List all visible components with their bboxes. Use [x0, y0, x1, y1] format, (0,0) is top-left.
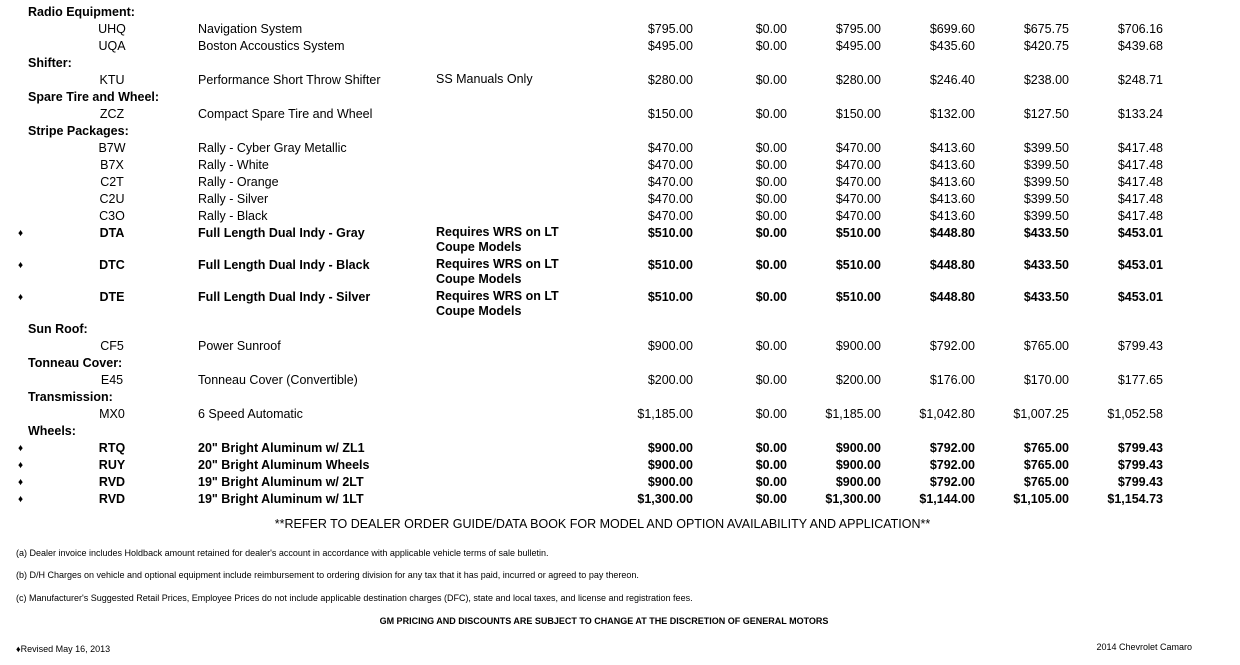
supplier-price-value: $799.43 [1117, 475, 1163, 489]
msrp-value: $470.00 [647, 158, 693, 172]
table-row [0, 191, 1240, 208]
supplier-price-value: $417.48 [1117, 141, 1163, 155]
option-description: 6 Speed Automatic [198, 407, 303, 421]
option-description: Full Length Dual Indy - Black [198, 258, 370, 272]
dh-charge-value: $0.00 [755, 209, 787, 223]
dh-charge-value: $0.00 [755, 39, 787, 53]
employee-price-value: $765.00 [1023, 458, 1069, 472]
supplier-price-value: $177.65 [1117, 373, 1163, 387]
msrp-value: $900.00 [647, 458, 693, 472]
total-msrp-value: $900.00 [835, 441, 881, 455]
option-code: KTU [99, 73, 125, 87]
option-description: Rally - Orange [198, 175, 279, 189]
msrp-value: $900.00 [647, 339, 693, 353]
employee-price-value: $399.50 [1023, 158, 1069, 172]
table-row [0, 406, 1240, 423]
dealer-invoice-value: $176.00 [929, 373, 975, 387]
supplier-price-value: $1,154.73 [1107, 492, 1163, 506]
dh-charge-value: $0.00 [755, 192, 787, 206]
total-msrp-value: $470.00 [835, 158, 881, 172]
total-msrp-value: $510.00 [835, 290, 881, 304]
total-msrp-value: $510.00 [835, 226, 881, 240]
employee-price-value: $399.50 [1023, 175, 1069, 189]
category-heading [0, 423, 1240, 440]
table-row [0, 140, 1240, 157]
supplier-price-value: $453.01 [1117, 290, 1163, 304]
table-row [0, 157, 1240, 174]
supplier-price-value: $417.48 [1117, 192, 1163, 206]
msrp-value: $495.00 [647, 39, 693, 53]
supplier-price-value: $417.48 [1117, 209, 1163, 223]
option-description: Full Length Dual Indy - Gray [198, 226, 365, 240]
employee-price-value: $765.00 [1023, 339, 1069, 353]
category-heading [0, 321, 1240, 338]
msrp-value: $900.00 [647, 441, 693, 455]
dealer-invoice-value: $1,042.80 [919, 407, 975, 421]
option-code: RTQ [98, 441, 126, 455]
employee-price-value: $127.50 [1023, 107, 1069, 121]
table-row [0, 38, 1240, 55]
option-description: Performance Short Throw Shifter [198, 73, 381, 87]
msrp-value: $280.00 [647, 73, 693, 87]
revised-diamond-icon: ♦ [18, 228, 24, 239]
category-label: Stripe Packages: [28, 124, 129, 138]
category-label: Radio Equipment: [28, 5, 135, 19]
total-msrp-value: $200.00 [835, 373, 881, 387]
employee-price-value: $433.50 [1023, 290, 1069, 304]
option-code: DTE [99, 290, 125, 304]
option-note: Requires WRS on LT Coupe Models [436, 289, 559, 318]
category-heading [0, 389, 1240, 406]
dh-charge-value: $0.00 [755, 475, 787, 489]
revised-diamond-icon: ♦ [18, 460, 24, 471]
employee-price-value: $399.50 [1023, 209, 1069, 223]
option-code: RVD [98, 492, 126, 506]
employee-price-value: $433.50 [1023, 258, 1069, 272]
dh-charge-value: $0.00 [755, 290, 787, 304]
total-msrp-value: $280.00 [835, 73, 881, 87]
dh-charge-value: $0.00 [755, 492, 787, 506]
table-row [0, 338, 1240, 355]
msrp-value: $470.00 [647, 209, 693, 223]
table-row [0, 72, 1240, 89]
dealer-invoice-value: $132.00 [929, 107, 975, 121]
msrp-value: $900.00 [647, 475, 693, 489]
revised-diamond-icon: ♦ [18, 443, 24, 454]
msrp-value: $510.00 [647, 258, 693, 272]
total-msrp-value: $1,185.00 [825, 407, 881, 421]
total-msrp-value: $510.00 [835, 258, 881, 272]
dealer-invoice-value: $1,144.00 [919, 492, 975, 506]
msrp-value: $795.00 [647, 22, 693, 36]
table-row [0, 289, 1240, 318]
gm-pricing-notice: GM PRICING AND DISCOUNTS ARE SUBJECT TO CHANGE AT THE DISCRETION OF GENERAL MOTORS [379, 616, 829, 626]
option-description: 19" Bright Aluminum w/ 1LT [198, 492, 364, 506]
option-code: RUY [98, 458, 126, 472]
dh-charge-value: $0.00 [755, 226, 787, 240]
table-row [0, 257, 1240, 286]
dealer-invoice-value: $792.00 [929, 458, 975, 472]
employee-price-value: $675.75 [1023, 22, 1069, 36]
msrp-value: $510.00 [647, 226, 693, 240]
option-description: Rally - Black [198, 209, 268, 223]
option-code: C3O [99, 209, 125, 223]
table-row [0, 440, 1240, 457]
option-code: DTA [99, 226, 125, 240]
option-description: Tonneau Cover (Convertible) [198, 373, 358, 387]
option-code: UHQ [98, 22, 126, 36]
supplier-price-value: $439.68 [1117, 39, 1163, 53]
dealer-invoice-value: $413.60 [929, 192, 975, 206]
option-description: Navigation System [198, 22, 303, 36]
dealer-invoice-value: $435.60 [929, 39, 975, 53]
employee-price-value: $1,007.25 [1013, 407, 1069, 421]
category-heading [0, 89, 1240, 106]
msrp-value: $1,185.00 [637, 407, 693, 421]
employee-price-value: $765.00 [1023, 475, 1069, 489]
supplier-price-value: $417.48 [1117, 175, 1163, 189]
total-msrp-value: $470.00 [835, 209, 881, 223]
dh-charge-value: $0.00 [755, 22, 787, 36]
revised-diamond-icon: ♦ [18, 477, 24, 488]
table-row [0, 208, 1240, 225]
category-heading [0, 4, 1240, 21]
dh-charge-value: $0.00 [755, 458, 787, 472]
footnote-b: (b) D/H Charges on vehicle and optional equipment include reimbursement to ordering division for any tax that it has paid, incurred or agreed to pay thereon. [16, 570, 639, 580]
option-description: Compact Spare Tire and Wheel [198, 107, 373, 121]
supplier-price-value: $799.43 [1117, 458, 1163, 472]
msrp-value: $150.00 [647, 107, 693, 121]
dh-charge-value: $0.00 [755, 441, 787, 455]
dealer-invoice-value: $413.60 [929, 209, 975, 223]
total-msrp-value: $900.00 [835, 458, 881, 472]
option-code: C2T [100, 175, 124, 189]
supplier-price-value: $417.48 [1117, 158, 1163, 172]
option-code: B7X [100, 158, 124, 172]
category-label: Spare Tire and Wheel: [28, 90, 160, 104]
employee-price-value: $765.00 [1023, 441, 1069, 455]
option-description: Rally - Silver [198, 192, 269, 206]
option-description: Rally - White [198, 158, 269, 172]
option-code: C2U [99, 192, 125, 206]
total-msrp-value: $470.00 [835, 141, 881, 155]
supplier-price-value: $248.71 [1117, 73, 1163, 87]
footnote-c: (c) Manufacturer's Suggested Retail Prices, Employee Prices do not include applicable destination charges (DFC), state and local taxes, and license and registration fees. [16, 593, 693, 603]
category-heading [0, 123, 1240, 140]
msrp-value: $510.00 [647, 290, 693, 304]
table-row [0, 474, 1240, 491]
option-code: CF5 [100, 339, 124, 353]
total-msrp-value: $470.00 [835, 175, 881, 189]
option-code: RVD [98, 475, 126, 489]
model-name: 2014 Chevrolet Camaro [1096, 642, 1192, 652]
option-description: 19" Bright Aluminum w/ 2LT [198, 475, 364, 489]
supplier-price-value: $706.16 [1117, 22, 1163, 36]
table-row [0, 457, 1240, 474]
msrp-value: $200.00 [647, 373, 693, 387]
total-msrp-value: $470.00 [835, 192, 881, 206]
table-row [0, 225, 1240, 254]
total-msrp-value: $795.00 [835, 22, 881, 36]
option-description: 20" Bright Aluminum w/ ZL1 [198, 441, 365, 455]
category-label: Tonneau Cover: [28, 356, 123, 370]
category-heading [0, 55, 1240, 72]
supplier-price-value: $133.24 [1117, 107, 1163, 121]
dealer-invoice-value: $413.60 [929, 158, 975, 172]
employee-price-value: $1,105.00 [1013, 492, 1069, 506]
supplier-price-value: $1,052.58 [1107, 407, 1163, 421]
msrp-value: $470.00 [647, 141, 693, 155]
revised-diamond-icon: ♦ [18, 494, 24, 505]
option-code: ZCZ [99, 107, 125, 121]
employee-price-value: $238.00 [1023, 73, 1069, 87]
employee-price-value: $420.75 [1023, 39, 1069, 53]
total-msrp-value: $900.00 [835, 475, 881, 489]
option-description: 20" Bright Aluminum Wheels [198, 458, 370, 472]
employee-price-value: $433.50 [1023, 226, 1069, 240]
employee-price-value: $399.50 [1023, 192, 1069, 206]
option-description: Rally - Cyber Gray Metallic [198, 141, 347, 155]
category-label: Wheels: [28, 424, 76, 438]
dh-charge-value: $0.00 [755, 339, 787, 353]
option-description: Power Sunroof [198, 339, 281, 353]
option-code: DTC [99, 258, 125, 272]
category-heading [0, 355, 1240, 372]
dealer-invoice-value: $699.60 [929, 22, 975, 36]
dealer-invoice-value: $792.00 [929, 339, 975, 353]
supplier-price-value: $799.43 [1117, 339, 1163, 353]
revised-diamond-icon: ♦ [18, 292, 24, 303]
table-row [0, 372, 1240, 389]
category-label: Shifter: [28, 56, 72, 70]
revised-diamond-icon: ♦ [18, 260, 24, 271]
footnote-a: (a) Dealer invoice includes Holdback amount retained for dealer's account in accordance with applicable vehicle terms of sale bulletin. [16, 548, 549, 558]
category-label: Sun Roof: [28, 322, 88, 336]
dealer-invoice-value: $246.40 [929, 73, 975, 87]
dealer-invoice-value: $448.80 [929, 290, 975, 304]
option-description: Full Length Dual Indy - Silver [198, 290, 371, 304]
option-note: SS Manuals Only [436, 72, 533, 86]
option-code: UQA [98, 39, 126, 53]
table-row [0, 21, 1240, 38]
table-row [0, 174, 1240, 191]
total-msrp-value: $900.00 [835, 339, 881, 353]
dealer-invoice-value: $448.80 [929, 258, 975, 272]
option-code: MX0 [99, 407, 125, 421]
msrp-value: $1,300.00 [637, 492, 693, 506]
dealer-invoice-value: $792.00 [929, 441, 975, 455]
dh-charge-value: $0.00 [755, 258, 787, 272]
supplier-price-value: $453.01 [1117, 226, 1163, 240]
dh-charge-value: $0.00 [755, 175, 787, 189]
dh-charge-value: $0.00 [755, 107, 787, 121]
dealer-invoice-value: $413.60 [929, 175, 975, 189]
option-code: E45 [100, 373, 124, 387]
table-row [0, 106, 1240, 123]
dh-charge-value: $0.00 [755, 158, 787, 172]
option-note: Requires WRS on LT Coupe Models [436, 225, 559, 254]
category-label: Transmission: [28, 390, 113, 404]
total-msrp-value: $150.00 [835, 107, 881, 121]
dh-charge-value: $0.00 [755, 141, 787, 155]
table-row [0, 491, 1240, 508]
option-code: B7W [98, 141, 126, 155]
supplier-price-value: $453.01 [1117, 258, 1163, 272]
dealer-invoice-value: $448.80 [929, 226, 975, 240]
option-note: Requires WRS on LT Coupe Models [436, 257, 559, 286]
dealer-invoice-value: $792.00 [929, 475, 975, 489]
dealer-invoice-value: $413.60 [929, 141, 975, 155]
revised-date: ♦Revised May 16, 2013 [16, 644, 111, 654]
dh-charge-value: $0.00 [755, 407, 787, 421]
total-msrp-value: $1,300.00 [825, 492, 881, 506]
refer-notice: **REFER TO DEALER ORDER GUIDE/DATA BOOK FOR MODEL AND OPTION AVAILABILITY AND APPLICATION** [274, 517, 931, 531]
supplier-price-value: $799.43 [1117, 441, 1163, 455]
option-description: Boston Accoustics System [198, 39, 345, 53]
dh-charge-value: $0.00 [755, 73, 787, 87]
employee-price-value: $399.50 [1023, 141, 1069, 155]
msrp-value: $470.00 [647, 175, 693, 189]
total-msrp-value: $495.00 [835, 39, 881, 53]
dh-charge-value: $0.00 [755, 373, 787, 387]
employee-price-value: $170.00 [1023, 373, 1069, 387]
msrp-value: $470.00 [647, 192, 693, 206]
